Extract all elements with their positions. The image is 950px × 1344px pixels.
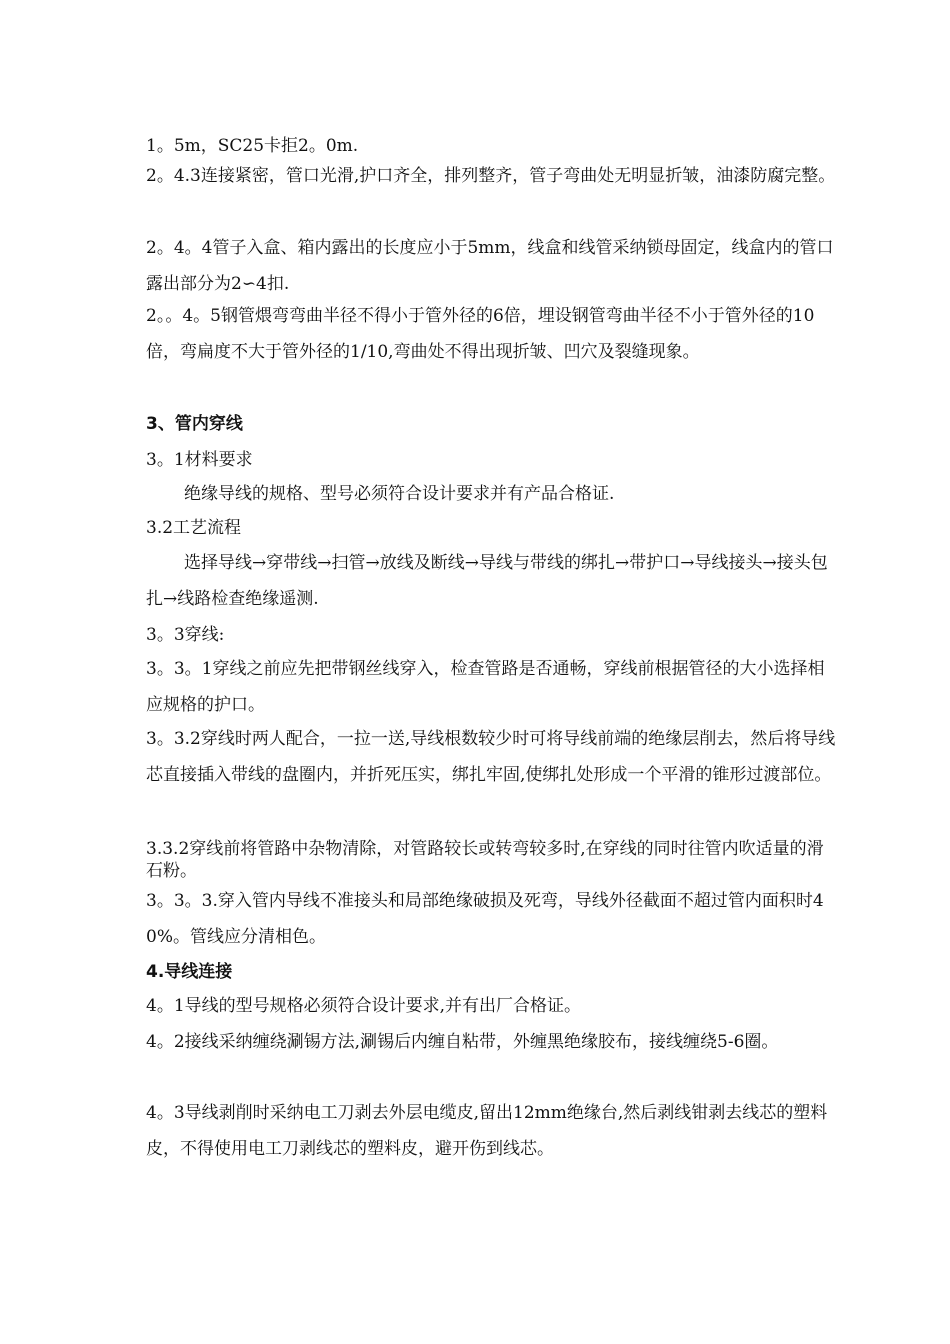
paragraph-7: 3.2工艺流程 <box>146 518 242 538</box>
paragraph-16: 4。3导线剥削时采纳电工刀剥去外层电缆皮,留出12mm绝缘台,然后剥线钳剥去线芯的塑料皮，不得使用电工刀剥线芯的塑料皮，避开伤到线芯。 <box>146 1103 828 1159</box>
paragraph-12: 3.3.2穿线前将管路中杂物清除，对管路较长或转弯较多时,在穿线的同时往管内吹适量的滑石粉。 <box>146 839 824 881</box>
paragraph-5: 3。1材料要求 <box>146 450 253 470</box>
paragraph-14: 4。1导线的型号规格必须符合设计要求,并有出厂合格证。 <box>146 996 582 1016</box>
paragraph-6: 绝缘导线的规格、型号必须符合设计要求并有产品合格证. <box>184 484 615 504</box>
paragraph-4: 2。。4。5钢管煨弯弯曲半径不得小于管外径的6倍，埋设钢管弯曲半径不小于管外径的10倍，弯扁度不大于管外径的1/10,弯曲处不得出现折皱、凹穴及裂缝现象。 <box>146 306 815 362</box>
paragraph-1: 1。5m，SC25卡拒2。0m. <box>146 136 359 156</box>
paragraph-10: 3。3。1穿线之前应先把带钢丝线穿入，检查管路是否通畅，穿线前根据管径的大小选择相应规格的护口。 <box>146 659 825 715</box>
paragraph-2: 2。4.3连接紧密，管口光滑,护口齐全，排列整齐，管子弯曲处无明显折皱，油漆防腐完整。 <box>146 166 836 186</box>
paragraph-3: 2。4。4管子入盒、箱内露出的长度应小于5mm，线盒和线管采纳锁母固定，线盒内的管口露出部分为2∽4扣. <box>146 238 834 294</box>
paragraph-8: 选择导线→穿带线→扫管→放线及断线→导线与带线的绑扎→带护口→导线接头→接头包扎→线路检查绝缘遥测. <box>146 553 828 609</box>
section-heading-3: 3、管内穿线 <box>146 414 243 434</box>
paragraph-9: 3。3穿线: <box>146 625 225 645</box>
paragraph-13: 3。3。3.穿入管内导线不准接头和局部绝缘破损及死弯，导线外径截面不超过管内面积时40%。管线应分清相色。 <box>146 891 824 947</box>
paragraph-11: 3。3.2穿线时两人配合，一拉一送,导线根数较少时可将导线前端的绝缘层削去，然后将导线芯直接插入带线的盘圈内，并折死压实，绑扎牢固,使绑扎处形成一个平滑的锥形过渡部位。 <box>146 729 836 785</box>
section-heading-4: 4.导线连接 <box>146 962 233 982</box>
paragraph-15: 4。2接线采纳缠绕涮锡方法,涮锡后内缠自粘带，外缠黑绝缘胶布，接线缠绕5-6圈。 <box>146 1032 779 1052</box>
